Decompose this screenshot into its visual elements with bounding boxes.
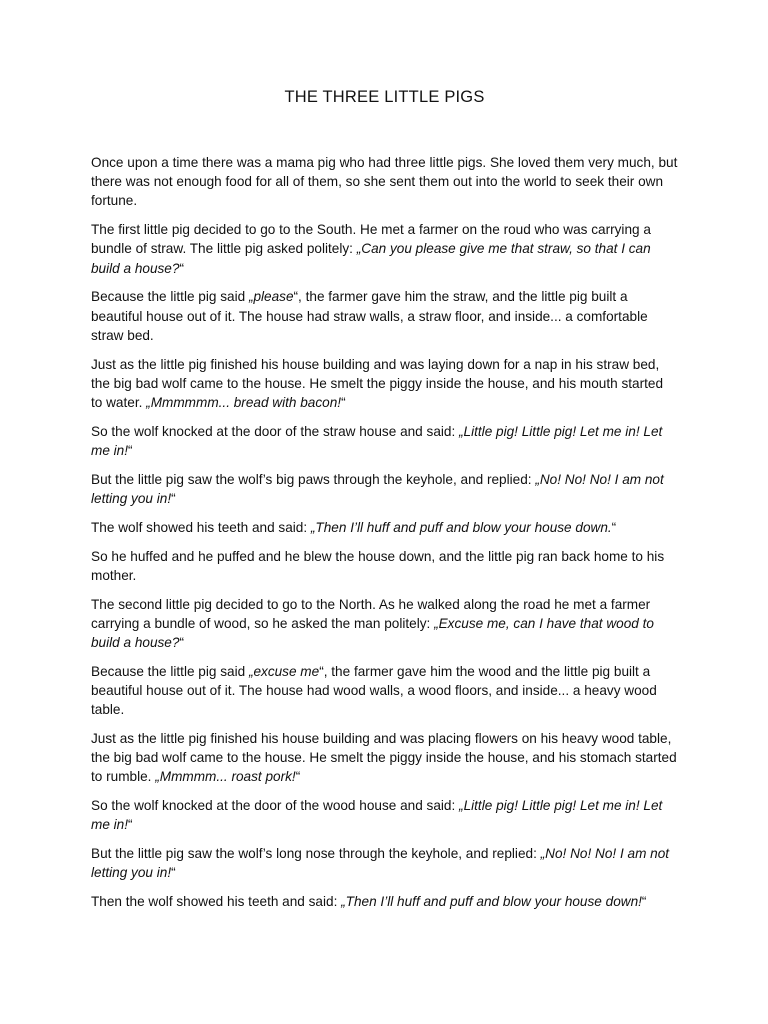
paragraph-text: But the little pig saw the wolf’s long nose through the keyhole, and replied:	[91, 846, 541, 862]
paragraph-text: “	[179, 260, 184, 276]
italic-quote-text: „No! No! No! I am not letting you in!	[91, 846, 670, 881]
paragraph-text: “	[128, 443, 133, 459]
paragraph	[91, 422, 678, 460]
italic-quote-text: „No! No! No! I am not letting you in!	[91, 471, 664, 507]
paragraph-text: But the little pig saw the wolf’s big paws through the keyhole, and replied:	[91, 471, 536, 487]
paragraph-text: “, the farmer gave him the straw, and the little pig built a beautiful house out of it. The house had straw walls, a straw floor, and inside... a comfortable straw bed.	[91, 289, 648, 343]
italic-quote-text: „Excuse me, can I have that wood to build a house?	[91, 615, 654, 651]
paragraph-text: “	[179, 635, 184, 651]
document-body	[91, 153, 678, 911]
paragraph-text: Because the little pig said	[91, 663, 249, 679]
paragraph-text: “, the farmer gave him the wood and the little pig built a beautiful house out of it. The house had wood walls, a wood floors, and inside... a heavy wood table.	[91, 663, 657, 718]
paragraph	[91, 729, 678, 787]
paragraph-text: So the wolf knocked at the door of the wood house and said:	[91, 798, 460, 814]
italic-quote-text: „Can you please give me that straw, so that I can build a house?	[91, 241, 651, 276]
paragraph	[91, 220, 678, 278]
paragraph-text: So the wolf knocked at the door of the straw house and said:	[91, 423, 460, 439]
paragraph-text: Just as the little pig finished his house building and was laying down for a nap in his straw bed, the big bad wolf came to the house. He smelt the piggy inside the house, and his mouth started to water.	[91, 356, 664, 411]
italic-quote-text: „Then I’ll huff and puff and blow your house down.	[310, 519, 612, 535]
paragraph	[91, 287, 678, 345]
paragraph-text: The first little pig decided to go to the South. He met a farmer on the roud who was carrying a bundle of straw. The little pig asked politely:	[91, 222, 651, 257]
italic-quote-text: „Then I’ll huff and puff and blow your house down!	[341, 894, 642, 910]
paragraph	[91, 355, 678, 413]
paragraph-text: The second little pig decided to go to the North. As he walked along the road he met a farmer carrying a bundle of wood, so he asked the man politely:	[91, 596, 651, 631]
paragraph-text: “	[641, 894, 647, 910]
italic-quote-text: „Mmmmm... roast pork!	[155, 769, 296, 785]
italic-quote-text: „Little pig! Little pig! Let me in! Let me in!	[91, 423, 663, 459]
paragraph	[91, 153, 678, 211]
paragraph	[91, 595, 678, 653]
paragraph	[91, 662, 678, 720]
italic-quote-text: „please	[248, 289, 294, 305]
paragraph	[91, 518, 678, 537]
paragraph-text: “	[171, 865, 176, 881]
paragraph	[91, 470, 678, 508]
paragraph-text: “	[295, 769, 301, 785]
italic-quote-text: „Little pig! Little pig! Let me in! Let me in!	[91, 798, 663, 833]
paragraph-text: Because the little pig said	[91, 289, 249, 305]
document-title: THE THREE LITTLE PIGS	[284, 88, 485, 106]
paragraph-text: Just as the little pig finished his house building and was placing flowers on his heavy wood table, the big bad wolf came to the house. He smelt the piggy inside the house, and his stomach started to rumble.	[91, 731, 677, 785]
paragraph	[91, 892, 678, 911]
paragraph	[91, 547, 678, 585]
paragraph-text: “	[171, 491, 176, 507]
paragraph-text: “	[611, 519, 617, 535]
italic-quote-text: „Mmmmmm... bread with bacon!	[146, 395, 342, 411]
paragraph-text: So he huffed and he puffed and he blew the house down, and the little pig ran back home to his mother.	[91, 548, 665, 583]
paragraph	[91, 796, 678, 834]
italic-quote-text: „excuse me	[248, 663, 320, 679]
paragraph-text: Once upon a time there was a mama pig who had three little pigs. She loved them very much, but there was not enough food for all of them, so she sent them out into the world to seek their own fortune.	[91, 155, 678, 209]
paragraph-text: The wolf showed his teeth and said:	[91, 519, 311, 535]
paragraph-text: “	[341, 395, 346, 411]
paragraph-text: “	[128, 817, 133, 833]
paragraph	[91, 844, 678, 882]
paragraph-text: Then the wolf showed his teeth and said:	[91, 894, 342, 910]
